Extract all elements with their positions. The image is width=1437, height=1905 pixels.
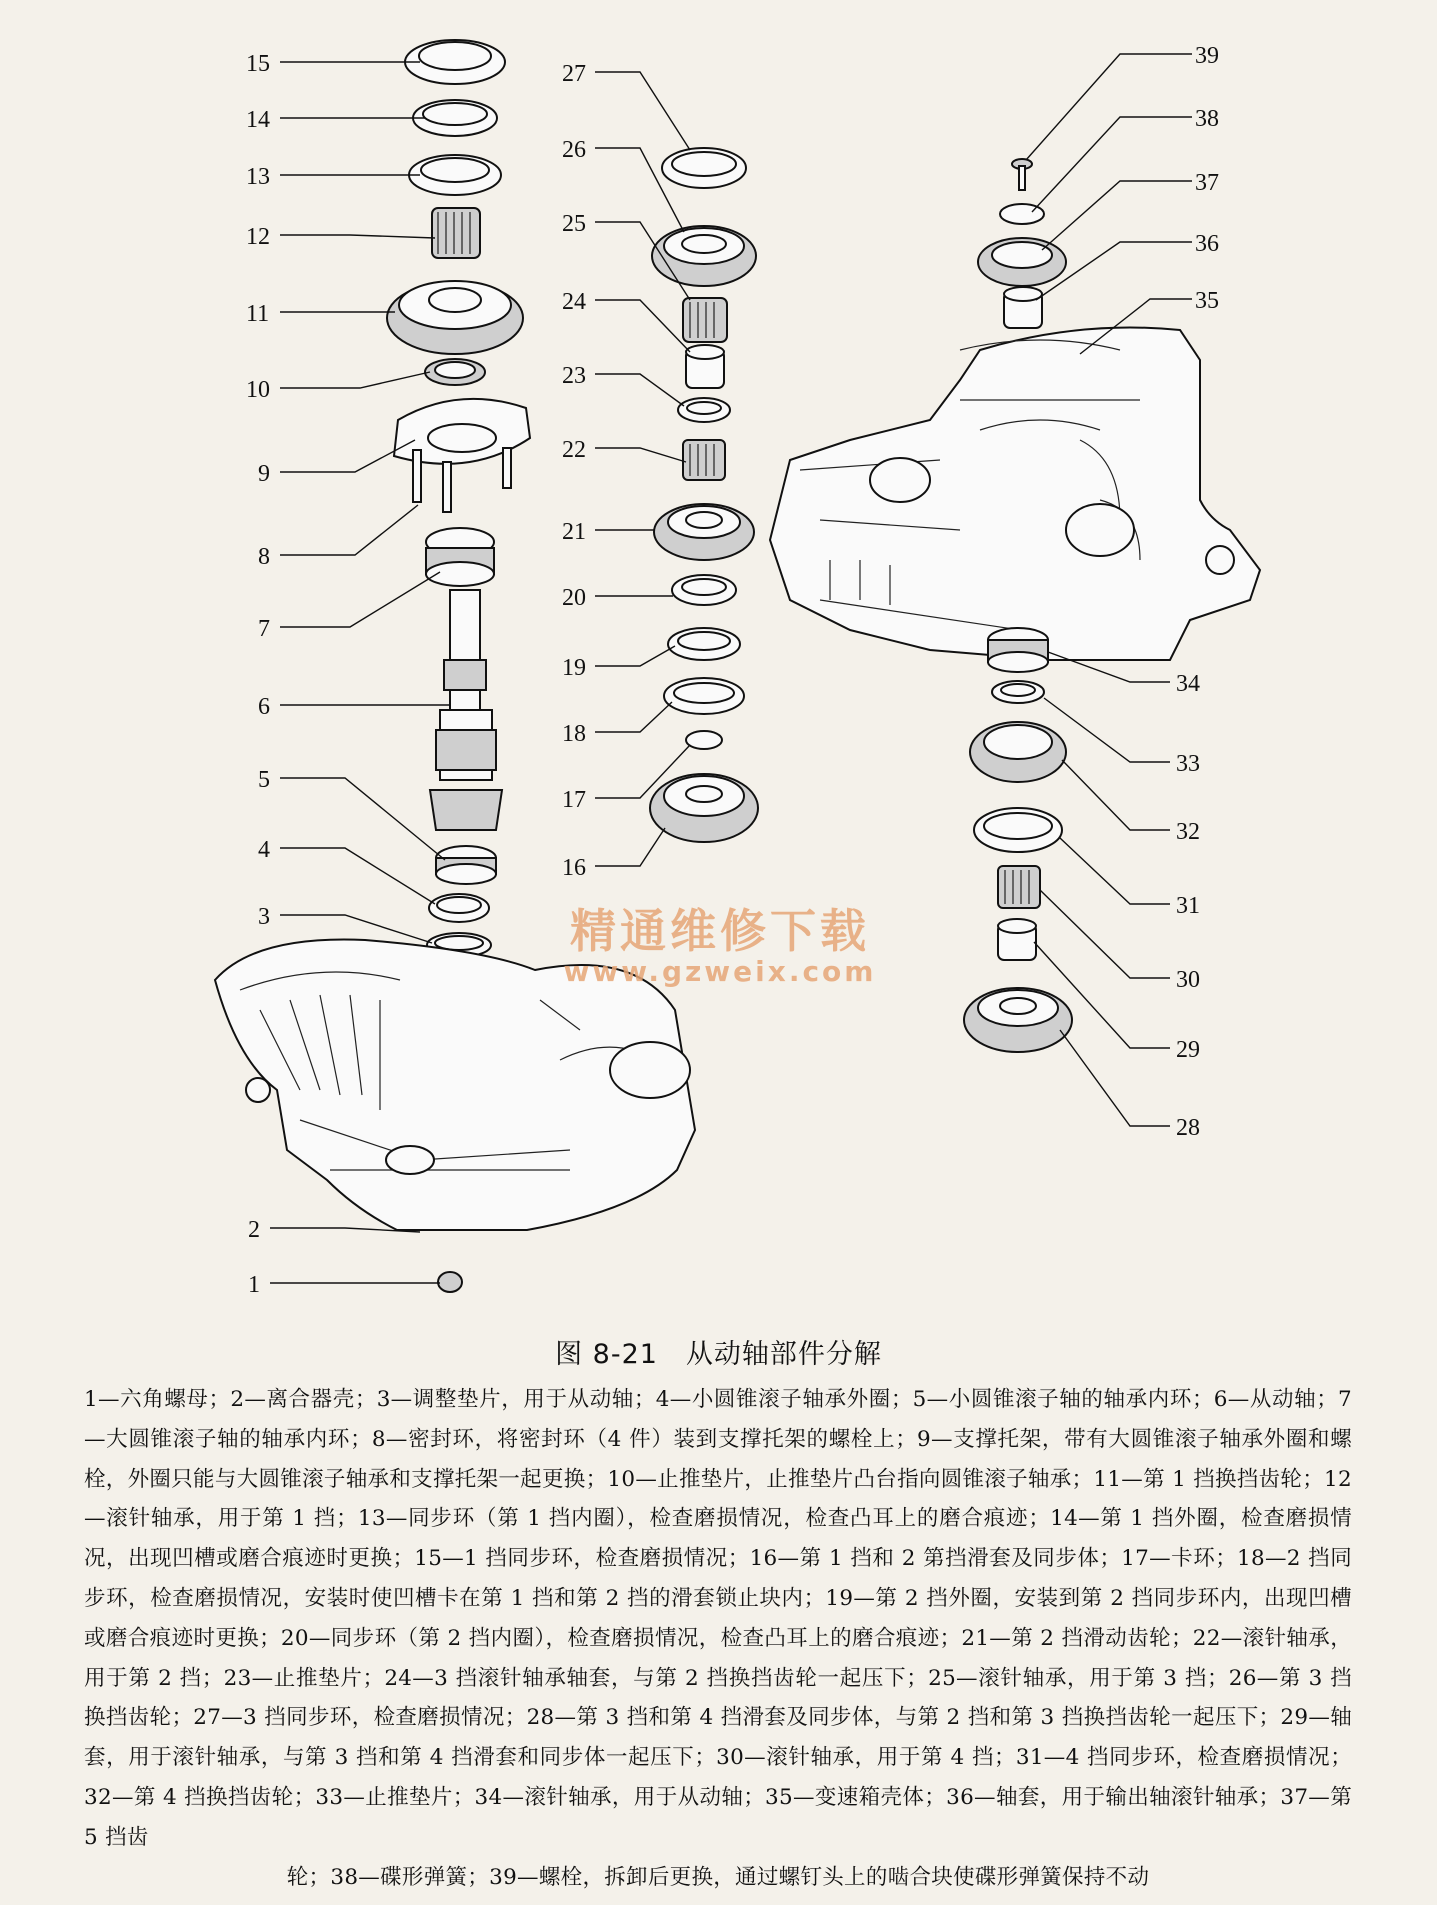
- callout-10: 10: [246, 377, 270, 403]
- callout-9: 9: [258, 461, 270, 487]
- callout-11: 11: [246, 301, 270, 327]
- callout-8: 8: [258, 544, 270, 570]
- callout-25: 25: [562, 211, 586, 237]
- figure-legend-text: 1—六角螺母；2—离合器壳；3—调整垫片，用于从动轴；4—小圆锥滚子轴承外圈；5—小圆锥滚子轴的轴承内环；6—从动轴；7—大圆锥滚子轴的轴承内环；8—密封环，将密封环（4 件）装到支撑托架的螺栓上；9—支撑托架，带有大圆锥滚子轴承外圈和螺栓，外圈只能与大圆锥滚子轴承和支撑托架一起更换；10—止推垫片，止推垫片凸台指向圆锥滚子轴承；11—第 1 挡换挡齿轮；12—滚针轴承，用于第 1 挡；13—同步环（第 1 挡内圈），检查磨损情况，检查凸耳上的磨合痕迹；14—第 1 挡外圈，检查磨损情况，出现凹槽或磨合痕迹时更换；15—1 挡同步环，检查磨损情况；16—第 1 挡和 2 第挡滑套及同步体；17—卡环；18—2 挡同步环，检查磨损情况，安装时使凹槽卡在第 1 挡和第 2 挡的滑套锁止块内；19—第 2 挡外圈，安装到第 2 挡同步环内，出现凹槽或磨合痕迹时更换；20—同步环（第 2 挡内圈），检查磨损情况，检查凸耳上的磨合痕迹；21—第 2 挡滑动齿轮；22—滚针轴承，用于第 2 挡；23—止推垫片；24—3 挡滚针轴承轴套，与第 2 挡换挡齿轮一起压下；25—滚针轴承，用于第 3 挡；26—第 3 挡换挡齿轮；27—3 挡同步环，检查磨损情况；28—第 3 挡和第 4 挡滑套及同步体，与第 2 挡和第 3 挡换挡齿轮一起压下；29—轴套，用于滚针轴承，与第 3 挡和第 4 挡滑套和同步体一起压下；30—滚针轴承，用于第 4 挡；31—4 挡同步环，检查磨损情况；32—第 4 挡换挡齿轮；33—止推垫片；34—滚针轴承，用于从动轴；35—变速箱壳体；36—轴套，用于输出轴滚针轴承；37—第 5 挡齿: [84, 1387, 1352, 1850]
- watermark-title: 精通维修下载: [570, 904, 870, 958]
- callout-19: 19: [562, 655, 586, 681]
- callout-27: 27: [562, 61, 586, 87]
- callouts-left: [246, 51, 270, 1298]
- callout-20: 20: [562, 585, 586, 611]
- callout-35: 35: [1195, 288, 1219, 314]
- figure-caption-body: [84, 1380, 1352, 1897]
- callout-33: 33: [1176, 751, 1200, 777]
- callout-31: 31: [1176, 893, 1200, 919]
- callout-26: 26: [562, 137, 586, 163]
- callout-2: 2: [248, 1217, 260, 1243]
- callout-7: 7: [258, 616, 270, 642]
- callout-28: 28: [1176, 1115, 1200, 1141]
- callout-36: 36: [1195, 231, 1219, 257]
- callout-12: 12: [246, 224, 270, 250]
- callout-16: 16: [562, 855, 586, 881]
- callout-13: 13: [246, 164, 270, 190]
- callout-18: 18: [562, 721, 586, 747]
- figure-caption-title: 图 8-21 从动轴部件分解: [555, 1339, 882, 1370]
- callout-14: 14: [246, 107, 270, 133]
- callout-29: 29: [1176, 1037, 1200, 1063]
- middle-gear-assembly: [650, 148, 758, 842]
- callout-6: 6: [258, 694, 270, 720]
- callout-15: 15: [246, 51, 270, 77]
- figure-legend-last-line: 轮；38—碟形弹簧；39—螺栓，拆卸后更换，通过螺钉头上的啮合块使碟形弹簧保持不动: [286, 1864, 1150, 1890]
- callout-30: 30: [1176, 967, 1200, 993]
- callout-4: 4: [258, 837, 270, 863]
- callout-38: 38: [1195, 106, 1219, 132]
- callout-39: 39: [1195, 43, 1219, 69]
- callout-21: 21: [562, 519, 586, 545]
- callout-23: 23: [562, 363, 586, 389]
- callout-1: 1: [248, 1272, 260, 1298]
- callout-24: 24: [562, 289, 586, 315]
- callout-5: 5: [258, 767, 270, 793]
- callout-37: 37: [1195, 170, 1219, 196]
- callout-3: 3: [258, 904, 270, 930]
- callout-22: 22: [562, 437, 586, 463]
- callouts-middle: [562, 61, 586, 881]
- watermark: [530, 905, 910, 987]
- callout-34: 34: [1176, 671, 1200, 697]
- watermark-url: www.gzweix.com: [563, 955, 877, 988]
- callout-17: 17: [562, 787, 586, 813]
- callout-32: 32: [1176, 819, 1200, 845]
